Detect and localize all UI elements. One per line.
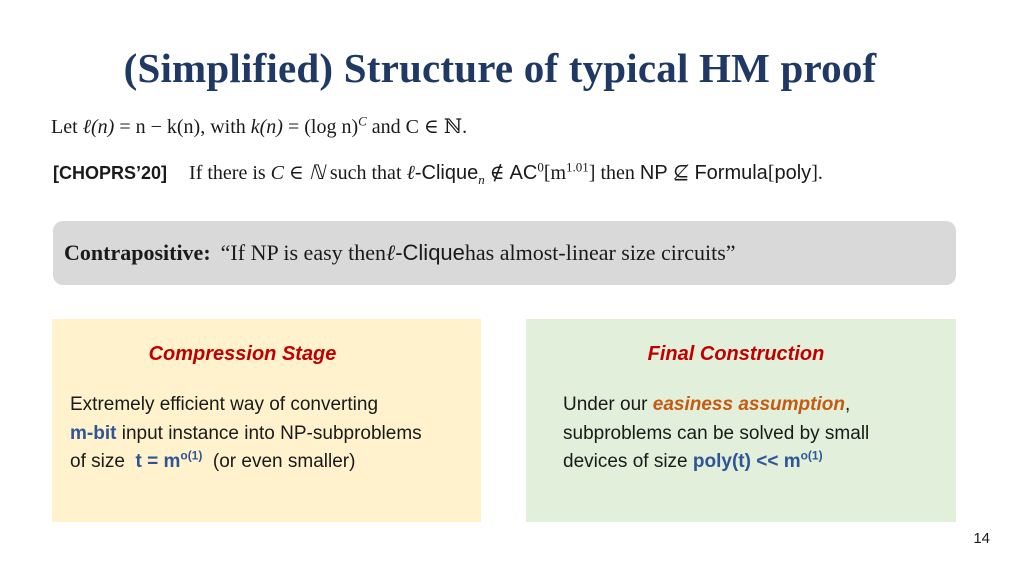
theorem-clique: -Clique xyxy=(414,162,479,184)
contrapositive-ell: ℓ xyxy=(386,240,396,265)
definition-let: Let xyxy=(51,116,83,138)
theorem-if: If there is xyxy=(189,162,271,184)
theorem-ell: ℓ xyxy=(406,162,415,184)
theorem-formula: Formula xyxy=(694,162,768,184)
final-line2: subproblems can be solved by small xyxy=(563,422,870,444)
contrapositive-clique: -Clique xyxy=(395,240,465,265)
m-bit-term: m-bit xyxy=(70,422,117,444)
final-line3 xyxy=(563,448,948,477)
definition-and: and xyxy=(366,116,406,138)
theorem-c-in-n: C ∈ ℕ xyxy=(270,162,325,184)
compression-line2 xyxy=(70,420,475,449)
theorem-poly: poly xyxy=(774,162,812,184)
theorem-ac: AC xyxy=(509,162,538,184)
theorem-line xyxy=(53,160,823,185)
compression-line3 xyxy=(70,448,475,477)
compression-line1: Extremely efficient way of converting xyxy=(70,394,379,415)
definition-eq1: = n − k(n), with xyxy=(114,116,251,138)
theorem-m-close: ] xyxy=(588,162,596,184)
theorem-nsubseteq: ⊈ xyxy=(667,162,695,184)
final-construction-body xyxy=(563,391,948,477)
poly-t-term: poly(t) << m xyxy=(692,451,801,472)
compression-stage-heading: Compression Stage xyxy=(148,343,337,365)
final-line3-prefix: devices of size xyxy=(563,451,693,472)
compression-stage-body xyxy=(70,391,475,477)
theorem-ac-exp: 0 xyxy=(537,159,544,175)
compression-line2-rest: input instance into NP-subproblems xyxy=(116,422,422,444)
theorem-poly-open: [ xyxy=(767,162,775,184)
theorem-notin: ∉ xyxy=(484,162,510,184)
compression-stage-panel xyxy=(52,319,481,522)
definition-c-in-n: C ∈ ℕ. xyxy=(405,116,468,138)
definition-k-of-n: k(n) xyxy=(250,116,283,138)
contrapositive-box xyxy=(53,221,956,285)
final-construction-panel xyxy=(526,319,956,522)
definition-exponent-c: C xyxy=(358,113,367,129)
compression-line3-prefix: of size xyxy=(70,451,136,472)
theorem-m-open: [m xyxy=(543,162,567,184)
theorem-sub-n: n xyxy=(478,172,485,187)
t-equals-m-term: t = m xyxy=(135,451,181,472)
theorem-such-that: such that xyxy=(324,162,407,184)
final-line1-suffix: , xyxy=(844,394,851,415)
definition-l-of-n: ℓ(n) xyxy=(82,116,115,138)
theorem-m-exp: 1.01 xyxy=(566,159,589,175)
contrapositive-label: Contrapositive: xyxy=(64,240,211,265)
definition-line xyxy=(51,114,467,139)
easiness-assumption-term: easiness assumption xyxy=(652,394,845,415)
slide-title: (Simplified) Structure of typical HM proof xyxy=(123,45,877,91)
final-line1-prefix: Under our xyxy=(563,394,653,415)
theorem-np: NP xyxy=(639,162,668,184)
citation: [CHOPRS’20] xyxy=(53,163,168,183)
contrapositive-text1: “If NP is easy then xyxy=(220,240,387,265)
t-exponent: o(1) xyxy=(180,448,203,463)
contrapositive-text2: has almost-linear size circuits” xyxy=(464,240,736,265)
theorem-poly-close: ]. xyxy=(811,162,823,184)
compression-line3-suffix: (or even smaller) xyxy=(202,451,356,472)
final-construction-heading: Final Construction xyxy=(647,343,825,365)
page-number: 14 xyxy=(973,530,990,547)
poly-exponent: o(1) xyxy=(800,448,823,463)
definition-eq2: = (log n) xyxy=(282,116,359,138)
theorem-then: then xyxy=(595,162,640,184)
final-line1 xyxy=(563,391,948,420)
